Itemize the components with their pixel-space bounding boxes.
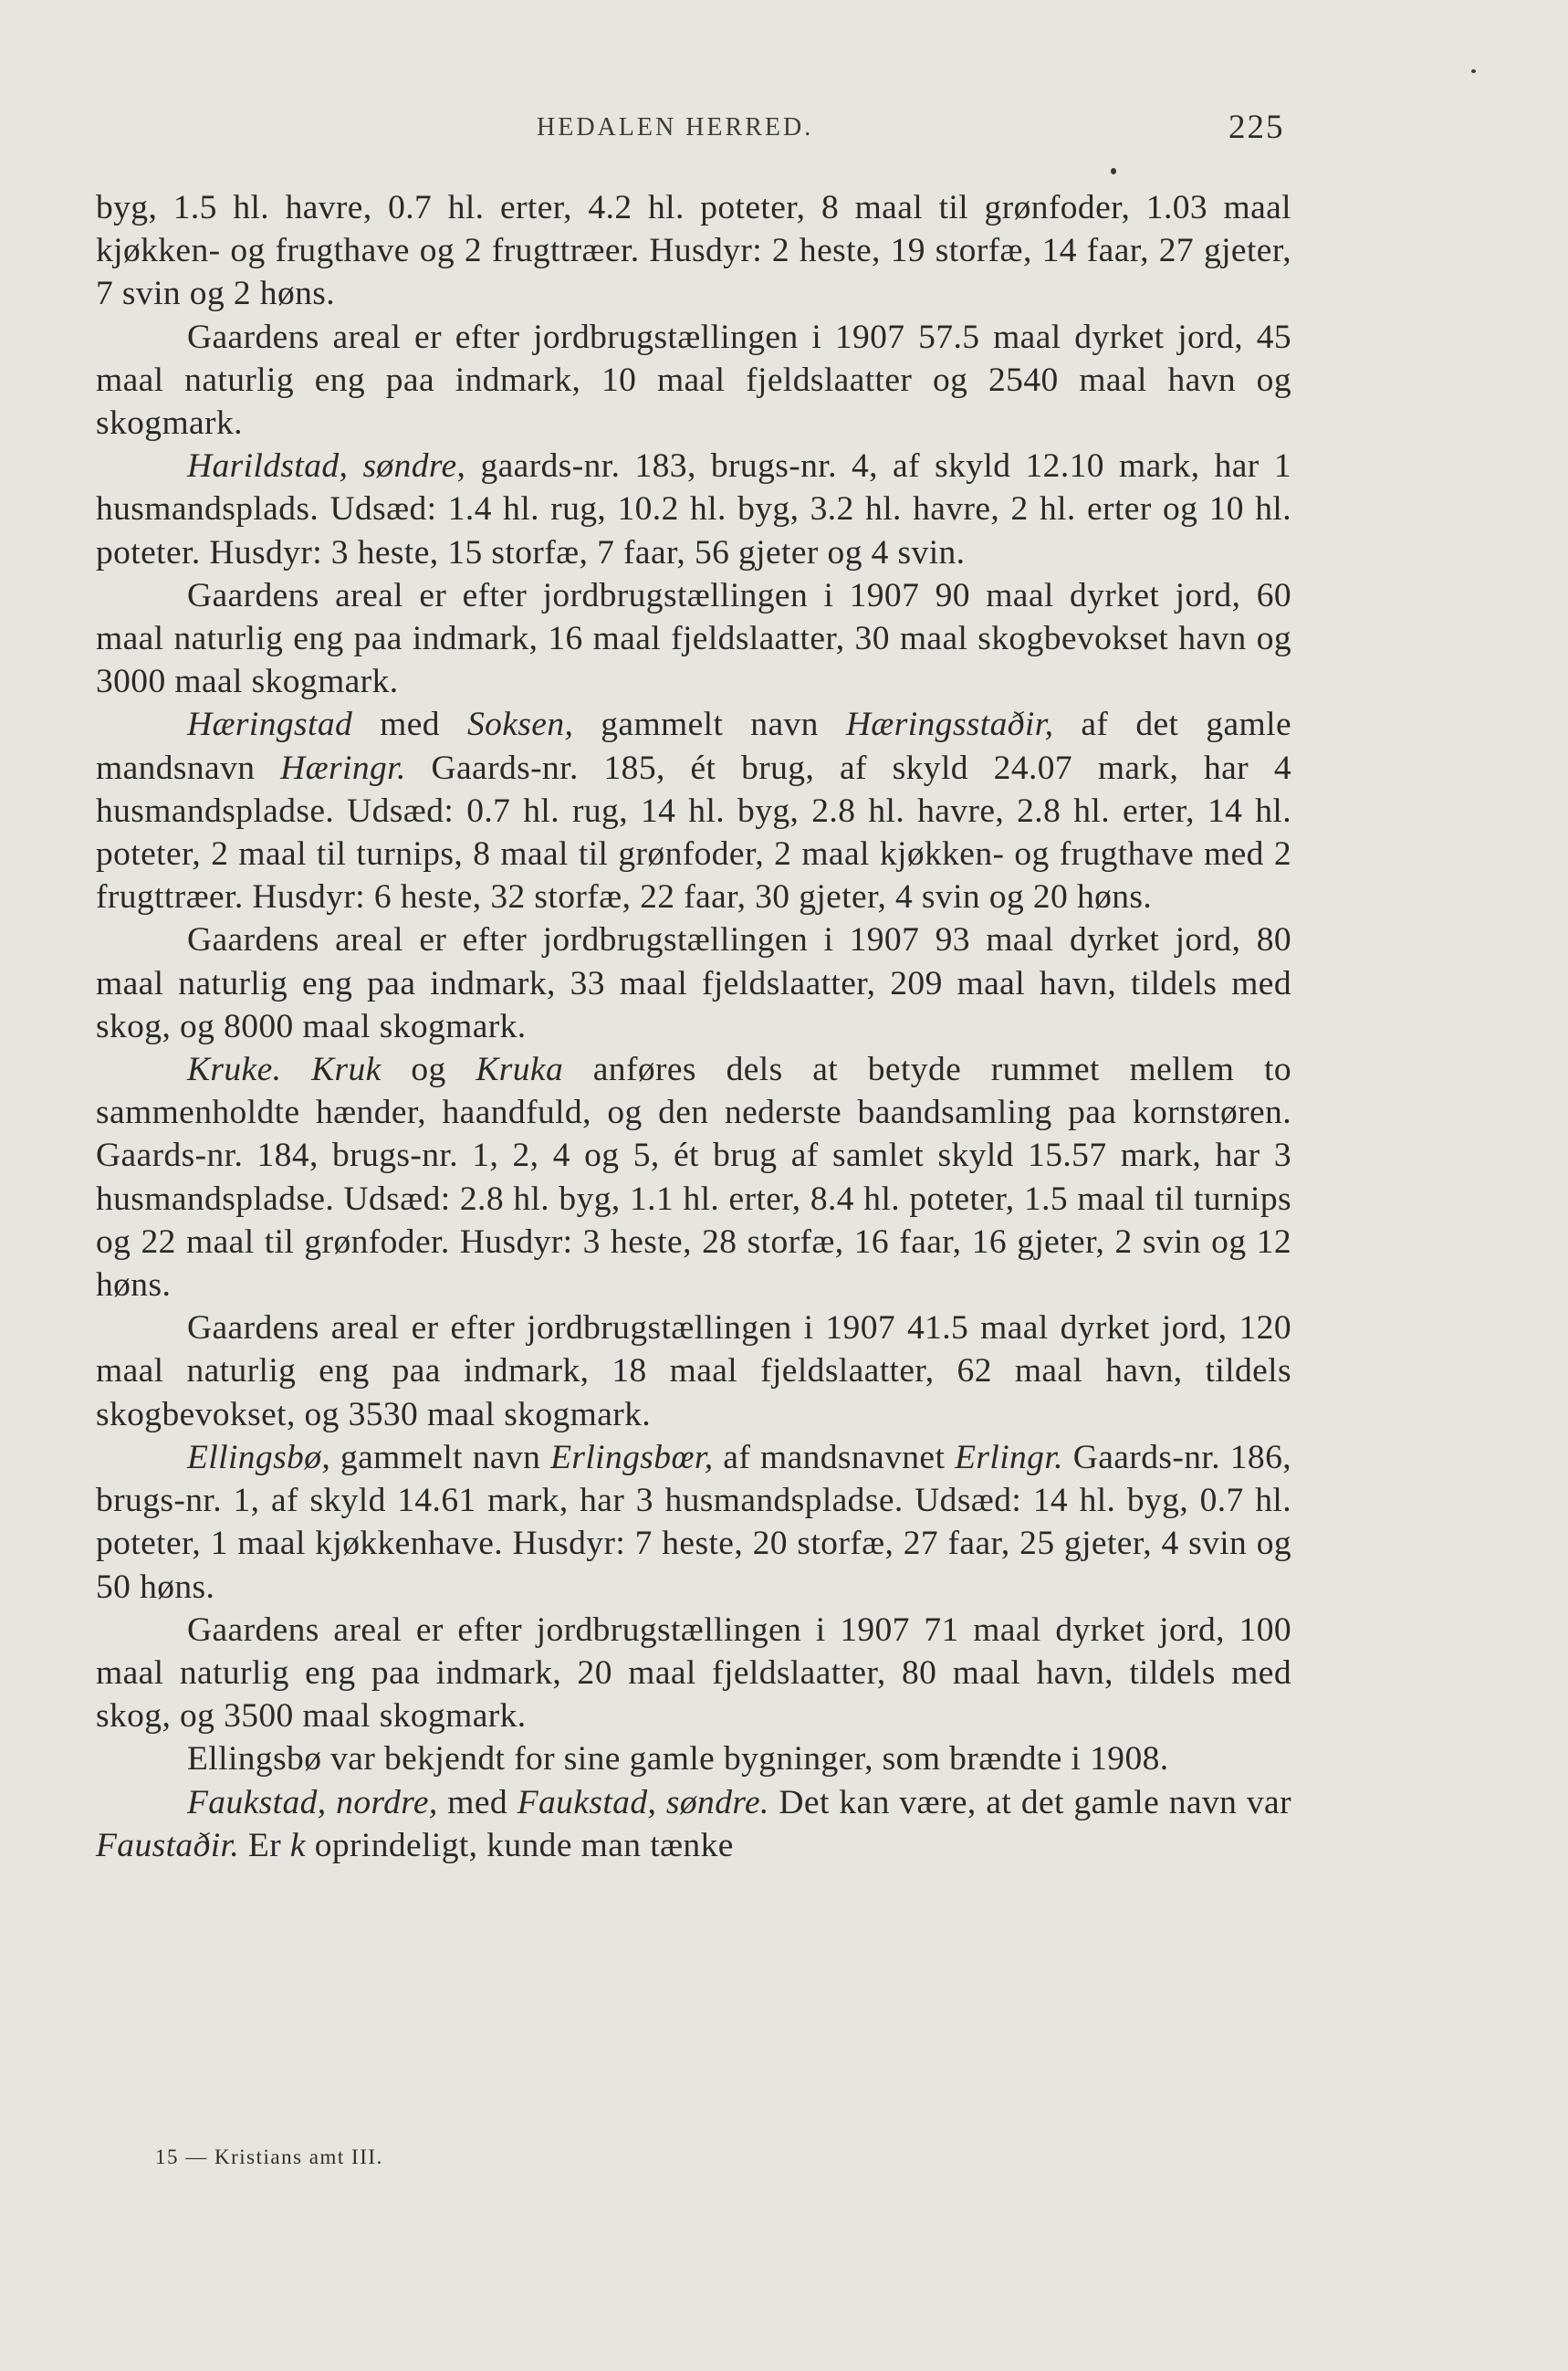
text-run: [281, 1051, 311, 1088]
text-run: Gaardens areal er efter jordbrugstællingen i 1907 90 maal dyrket jord, 60 maal naturlig eng paa indmark, 16 maal fjeldslaatter, 30 maal skogbevokset havn og 3000 maal skogmark.: [96, 576, 1291, 701]
italic-text: Hæringr.: [280, 749, 406, 787]
paragraph: [96, 1609, 1291, 1738]
paragraph: [96, 445, 1291, 574]
text-run: Er: [239, 1826, 290, 1864]
italic-text: Kruk: [311, 1051, 382, 1089]
italic-text: Hæringstad: [187, 706, 353, 744]
text-run: af mandsnavnet: [713, 1438, 956, 1476]
text-run: oprindeligt, kunde man tænke: [305, 1826, 734, 1864]
text-run: og: [381, 1051, 476, 1089]
text-run: Det kan være, at det gamle navn var: [768, 1783, 1291, 1821]
paragraph: [96, 574, 1291, 704]
text-run: med: [437, 1783, 517, 1821]
text-run: af det gamle mandsnavn: [96, 706, 1291, 787]
paragraph: [96, 1781, 1291, 1867]
paragraph: [96, 1436, 1291, 1609]
text-run: anføres dels at betyde rummet mellem to sammenholdte hænder, haandfuld, og den nederste baandsamling paa kornstøren. Gaards-nr. 184, brugs-nr. 1, 2, 4 og 5, ét brug af samlet skyld 15.57 mark, har 3 husmandspladse. Udsæd: 2.8 hl. byg, 1.1 hl. erter, 8.4 hl. poteter, 1.5 maal til turnips og 22 maal til grønfoder. Husdyr: 3 heste, 28 storfæ, 16 faar, 16 gjeter, 2 svin og 12 høns.: [96, 1051, 1291, 1305]
paragraph: [96, 316, 1291, 446]
italic-text: Faukstad, nordre,: [187, 1783, 438, 1821]
italic-text: k: [289, 1826, 306, 1864]
text-run: Gaardens areal er efter jordbrugstællingen i 1907 93 maal dyrket jord, 80 maal naturlig eng paa indmark, 33 maal fjeldslaatter, 209 maal havn, tildels med skog, og 8000 maal skogmark.: [96, 921, 1291, 1045]
paragraph: [96, 186, 1291, 316]
text-run: gammelt navn: [573, 706, 846, 744]
italic-text: Harildstad, søndre: [187, 447, 457, 486]
page-number: 225: [1228, 109, 1285, 146]
ink-speck: [1111, 168, 1116, 174]
italic-text: Soksen,: [466, 706, 574, 744]
italic-text: Erlingsbœr,: [550, 1438, 714, 1476]
paragraph: [96, 918, 1291, 1048]
text-run: , gaards-nr. 183, brugs-nr. 4, af skyld 12.10 mark, har 1 husmandsplads. Udsæd: 1.4 hl. rug, 10.2 hl. byg, 3.2 hl. havre, 2 hl. erter og 10 hl. poteter. Husdyr: 3 heste, 15 storfæ, 7 faar, 56 gjeter og 4 svin.: [96, 447, 1291, 572]
text-run: Gaardens areal er efter jordbrugstællingen i 1907 71 maal dyrket jord, 100 maal naturlig eng paa indmark, 20 maal fjeldslaatter, 80 maal havn, tildels med skog, og 3500 maal skogmark.: [96, 1610, 1291, 1736]
italic-text: Hæringsstaðir,: [845, 706, 1054, 744]
paragraph: [96, 1048, 1291, 1306]
italic-text: Kruka: [476, 1051, 564, 1089]
paragraph: [96, 1306, 1291, 1436]
italic-text: Erlingr.: [955, 1438, 1063, 1476]
text-run: Gaards-nr. 186, brugs-nr. 1, af skyld 14.61 mark, har 3 husmandspladse. Udsæd: 14 hl. byg, 0.7 hl. poteter, 1 maal kjøkkenhave. Husdyr: 7 heste, 20 storfæ, 27 faar, 25 gjeter, 4 svin og 50 høns.: [96, 1438, 1291, 1606]
text-run: Gaardens areal er efter jordbrugstællingen i 1907 57.5 maal dyrket jord, 45 maal naturlig eng paa indmark, 10 maal fjeldslaatter og 2540 maal havn og skogmark.: [96, 318, 1291, 443]
ink-speck: [1471, 69, 1476, 73]
text-run: med: [352, 706, 467, 744]
italic-text: Faukstad, søndre.: [517, 1783, 769, 1821]
page-header: [0, 108, 1568, 153]
text-run: byg, 1.5 hl. havre, 0.7 hl. erter, 4.2 hl. poteter, 8 maal til grønfoder, 1.03 maal kjøkken- og frugthave og 2 frugttræer. Husdyr: 2 heste, 19 storfæ, 14 faar, 27 gjeter, 7 svin og 2 høns.: [96, 189, 1291, 313]
signature-mark: 15 — Kristians amt III.: [155, 2145, 383, 2168]
text-run: Gaards-nr. 185, ét brug, af skyld 24.07 mark, har 4 husmandspladse. Udsæd: 0.7 hl. rug, 14 hl. byg, 2.8 hl. havre, 2.8 hl. erter, 14 hl. poteter, 2 maal til turnips, 8 maal til grønfoder, 2 maal kjøkken- og frugthave med 2 frugttræer. Husdyr: 6 heste, 32 storfæ, 22 faar, 30 gjeter, 4 svin og 20 høns.: [96, 749, 1291, 917]
italic-text: Ellingsbø,: [187, 1438, 331, 1476]
body-text: [96, 186, 1291, 1867]
running-head: HEDALEN HERRED.: [537, 113, 814, 142]
text-run: Gaardens areal er efter jordbrugstællingen i 1907 41.5 maal dyrket jord, 120 maal naturlig eng paa indmark, 18 maal fjeldslaatter, 62 maal havn, tildels skogbevokset, og 3530 maal skogmark.: [96, 1309, 1291, 1433]
italic-text: Kruke.: [187, 1051, 282, 1089]
paragraph: [96, 1737, 1291, 1780]
paragraph: [96, 703, 1291, 918]
text-run: gammelt navn: [330, 1438, 551, 1476]
text-run: Ellingsbø var bekjendt for sine gamle bygninger, som brændte i 1908.: [187, 1740, 1169, 1778]
italic-text: Faustaðir.: [96, 1826, 240, 1864]
